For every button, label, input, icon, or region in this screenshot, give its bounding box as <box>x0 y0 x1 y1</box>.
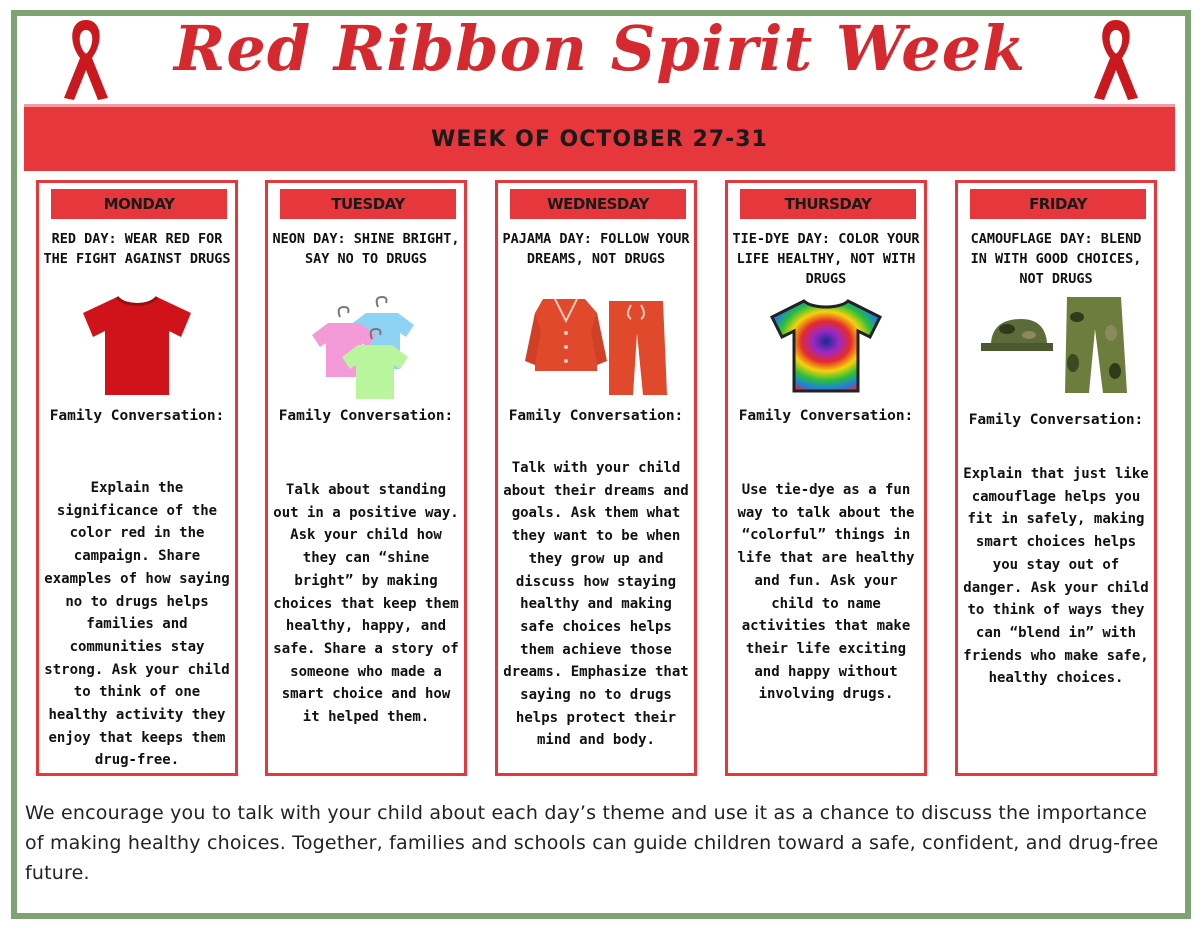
footer-note: We encourage you to talk with your child about each day’s theme and use it as a chance to discuss the importance of making healthy choices. Together, families and schools can guide children toward a safe, confident, and drug-free future. <box>25 802 1159 884</box>
conversation-label: Family Conversation: <box>278 408 454 424</box>
conversation-text: Use tie-dye as a fun way to talk about the “colorful” things in life that are healthy and fun. Ask your child to name activities that make their life exciting and happy without involving drugs. <box>737 482 915 703</box>
day-card-thursday <box>725 180 927 776</box>
conversation-label: Family Conversation: <box>508 408 684 424</box>
tie-dye-shirt-icon <box>728 295 924 395</box>
day-theme: NEON DAY: SHINE BRIGHT, SAY NO TO DRUGS <box>272 231 460 267</box>
day-theme: RED DAY: WEAR RED FOR THE FIGHT AGAINST DRUGS <box>43 231 231 267</box>
day-card-friday <box>955 180 1157 776</box>
week-banner-text: WEEK OF OCTOBER 27-31 <box>431 126 768 152</box>
conversation-text: Talk with your child about their dreams and goals. Ask them what they want to be when they grow up and discuss how staying healthy and making safe choices helps them achieve those dreams. Emphasize that saying no to drugs helps protect their mind and body. <box>503 460 689 749</box>
page-title: Red Ribbon Spirit Week <box>173 12 1027 85</box>
week-banner <box>24 104 1175 171</box>
conversation-label: Family Conversation: <box>968 412 1144 428</box>
day-header: THURSDAY <box>740 189 916 219</box>
conversation-label: Family Conversation: <box>49 408 225 424</box>
day-header: FRIDAY <box>970 189 1146 219</box>
pajamas-icon <box>498 291 694 401</box>
day-theme: PAJAMA DAY: FOLLOW YOUR DREAMS, NOT DRUGS <box>502 231 690 267</box>
day-theme: TIE-DYE DAY: COLOR YOUR LIFE HEALTHY, NOT WITH DRUGS <box>732 231 920 287</box>
day-theme: CAMOUFLAGE DAY: BLEND IN WITH GOOD CHOICES, NOT DRUGS <box>970 231 1142 287</box>
day-card-wednesday <box>495 180 697 776</box>
camouflage-outfit-icon <box>958 293 1154 397</box>
day-header: MONDAY <box>51 189 227 219</box>
conversation-label: Family Conversation: <box>738 408 914 424</box>
conversation-text: Explain the significance of the color red in the campaign. Share examples of how saying no to drugs helps families and communities stay strong. Ask your child to think of one healthy activity they enjoy that keeps them drug-free. <box>44 480 230 769</box>
conversation-text: Explain that just like camouflage helps you fit in safely, making smart choices helps you stay out of danger. Ask your child to think of ways they can “blend in” with friends who make safe, healthy choices. <box>963 466 1149 687</box>
day-card-monday <box>36 180 238 776</box>
neon-shirts-icon <box>268 293 464 405</box>
red-tshirt-icon <box>39 291 235 399</box>
day-header: WEDNESDAY <box>510 189 686 219</box>
day-header: TUESDAY <box>280 189 456 219</box>
conversation-text: Talk about standing out in a positive way. Ask your child how they can “shine bright” by making choices that keep them healthy, happy, and safe. Share a story of someone who made a smart choice and how it helped them. <box>273 482 459 726</box>
day-card-tuesday <box>265 180 467 776</box>
